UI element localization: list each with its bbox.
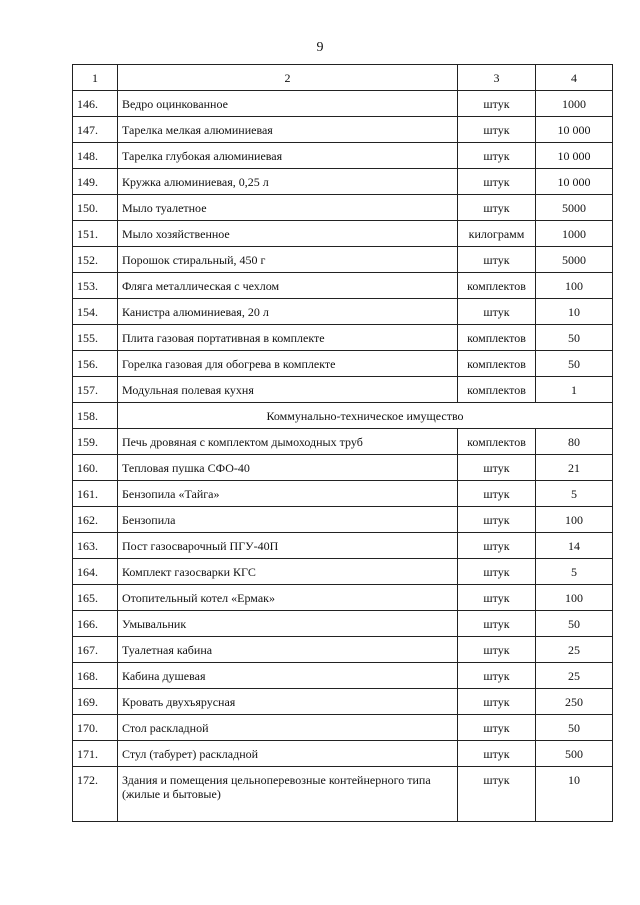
item-name: Кабина душевая: [118, 663, 458, 689]
row-number: 170.: [73, 715, 118, 741]
table-row: [73, 91, 613, 117]
item-unit: штук: [458, 533, 536, 559]
item-unit: штук: [458, 689, 536, 715]
item-name: Плита газовая портативная в комплекте: [118, 325, 458, 351]
table-header-row: [73, 65, 613, 91]
item-name: Здания и помещения цельноперевозные контейнерного типа (жилые и бытовые): [118, 767, 458, 822]
item-name: Тарелка глубокая алюминиевая: [118, 143, 458, 169]
item-quantity: 25: [536, 637, 613, 663]
item-quantity: 10 000: [536, 169, 613, 195]
row-number: 158.: [73, 403, 118, 429]
item-unit: штук: [458, 91, 536, 117]
row-number: 156.: [73, 351, 118, 377]
page-number: 9: [316, 40, 324, 55]
row-number: 160.: [73, 455, 118, 481]
item-quantity: 21: [536, 455, 613, 481]
table-row: [73, 169, 613, 195]
section-row: [73, 403, 613, 429]
item-quantity: 100: [536, 585, 613, 611]
header-col-2: 2: [118, 65, 458, 91]
item-quantity: 1000: [536, 221, 613, 247]
item-name: Печь дровяная с комплектом дымоходных труб: [118, 429, 458, 455]
item-quantity: 50: [536, 325, 613, 351]
item-unit: штук: [458, 611, 536, 637]
table-row: [73, 195, 613, 221]
table-row: [73, 611, 613, 637]
row-number: 159.: [73, 429, 118, 455]
item-name: Отопительный котел «Ермак»: [118, 585, 458, 611]
table-row: [73, 247, 613, 273]
row-number: 167.: [73, 637, 118, 663]
item-unit: штук: [458, 637, 536, 663]
item-name: Комплект газосварки КГС: [118, 559, 458, 585]
row-number: 166.: [73, 611, 118, 637]
item-quantity: 50: [536, 715, 613, 741]
row-number: 147.: [73, 117, 118, 143]
row-number: 164.: [73, 559, 118, 585]
table-row: [73, 507, 613, 533]
table-row: [73, 455, 613, 481]
item-name: Пост газосварочный ПГУ-40П: [118, 533, 458, 559]
item-name: Канистра алюминиевая, 20 л: [118, 299, 458, 325]
row-number: 150.: [73, 195, 118, 221]
item-name: Порошок стиральный, 450 г: [118, 247, 458, 273]
item-unit: штук: [458, 715, 536, 741]
item-quantity: 50: [536, 611, 613, 637]
item-unit: комплектов: [458, 351, 536, 377]
row-number: 153.: [73, 273, 118, 299]
table-row: [73, 143, 613, 169]
row-number: 168.: [73, 663, 118, 689]
table-row: [73, 663, 613, 689]
table-body: [73, 65, 613, 822]
item-unit: комплектов: [458, 377, 536, 403]
item-unit: штук: [458, 143, 536, 169]
item-quantity: 10 000: [536, 117, 613, 143]
item-quantity: 80: [536, 429, 613, 455]
table-row: [73, 351, 613, 377]
item-quantity: 14: [536, 533, 613, 559]
item-unit: штук: [458, 741, 536, 767]
row-number: 157.: [73, 377, 118, 403]
row-number: 163.: [73, 533, 118, 559]
table-row: [73, 221, 613, 247]
item-name: Умывальник: [118, 611, 458, 637]
item-quantity: 100: [536, 507, 613, 533]
item-name: Модульная полевая кухня: [118, 377, 458, 403]
item-unit: комплектов: [458, 273, 536, 299]
supply-table: [72, 64, 613, 822]
item-name: Тарелка мелкая алюминиевая: [118, 117, 458, 143]
item-unit: комплектов: [458, 429, 536, 455]
item-quantity: 10: [536, 299, 613, 325]
row-number: 161.: [73, 481, 118, 507]
item-name: Мыло туалетное: [118, 195, 458, 221]
item-quantity: 5: [536, 481, 613, 507]
row-number: 162.: [73, 507, 118, 533]
item-quantity: 10 000: [536, 143, 613, 169]
item-quantity: 1000: [536, 91, 613, 117]
row-number: 155.: [73, 325, 118, 351]
table-row: [73, 715, 613, 741]
item-unit: штук: [458, 507, 536, 533]
row-number: 154.: [73, 299, 118, 325]
item-quantity: 5000: [536, 247, 613, 273]
item-name: Бензопила: [118, 507, 458, 533]
item-name: Кровать двухъярусная: [118, 689, 458, 715]
item-name: Туалетная кабина: [118, 637, 458, 663]
row-number: 149.: [73, 169, 118, 195]
table-row: [73, 741, 613, 767]
row-number: 152.: [73, 247, 118, 273]
table-row: [73, 377, 613, 403]
row-number: 169.: [73, 689, 118, 715]
header-col-1: 1: [73, 65, 118, 91]
item-unit: штук: [458, 585, 536, 611]
table-row: [73, 585, 613, 611]
item-name: Стол раскладной: [118, 715, 458, 741]
item-quantity: 5000: [536, 195, 613, 221]
item-quantity: 5: [536, 559, 613, 585]
item-quantity: 250: [536, 689, 613, 715]
item-quantity: 1: [536, 377, 613, 403]
table-row: [73, 117, 613, 143]
section-title: Коммунально-техническое имущество: [118, 403, 613, 429]
table-row: [73, 325, 613, 351]
item-quantity: 25: [536, 663, 613, 689]
item-quantity: 50: [536, 351, 613, 377]
header-col-4: 4: [536, 65, 613, 91]
item-unit: комплектов: [458, 325, 536, 351]
row-number: 151.: [73, 221, 118, 247]
item-name: Мыло хозяйственное: [118, 221, 458, 247]
table-row: [73, 767, 613, 822]
header-col-3: 3: [458, 65, 536, 91]
table-row: [73, 689, 613, 715]
item-name: Фляга металлическая с чехлом: [118, 273, 458, 299]
item-unit: штук: [458, 247, 536, 273]
item-unit: штук: [458, 559, 536, 585]
item-quantity: 500: [536, 741, 613, 767]
item-unit: штук: [458, 455, 536, 481]
item-name: Ведро оцинкованное: [118, 91, 458, 117]
item-name: Горелка газовая для обогрева в комплекте: [118, 351, 458, 377]
table-row: [73, 533, 613, 559]
item-unit: штук: [458, 481, 536, 507]
row-number: 146.: [73, 91, 118, 117]
row-number: 148.: [73, 143, 118, 169]
item-unit: штук: [458, 117, 536, 143]
row-number: 165.: [73, 585, 118, 611]
item-unit: штук: [458, 299, 536, 325]
item-name: Стул (табурет) раскладной: [118, 741, 458, 767]
item-unit: штук: [458, 169, 536, 195]
item-unit: штук: [458, 663, 536, 689]
item-quantity: 10: [536, 767, 613, 822]
item-name: Кружка алюминиевая, 0,25 л: [118, 169, 458, 195]
table-row: [73, 559, 613, 585]
table-row: [73, 481, 613, 507]
row-number: 171.: [73, 741, 118, 767]
table-row: [73, 273, 613, 299]
item-unit: килограмм: [458, 221, 536, 247]
item-unit: штук: [458, 195, 536, 221]
table-row: [73, 429, 613, 455]
table-row: [73, 299, 613, 325]
item-quantity: 100: [536, 273, 613, 299]
item-unit: штук: [458, 767, 536, 822]
table-row: [73, 637, 613, 663]
item-name: Бензопила «Тайга»: [118, 481, 458, 507]
item-name: Тепловая пушка СФО-40: [118, 455, 458, 481]
row-number: 172.: [73, 767, 118, 822]
